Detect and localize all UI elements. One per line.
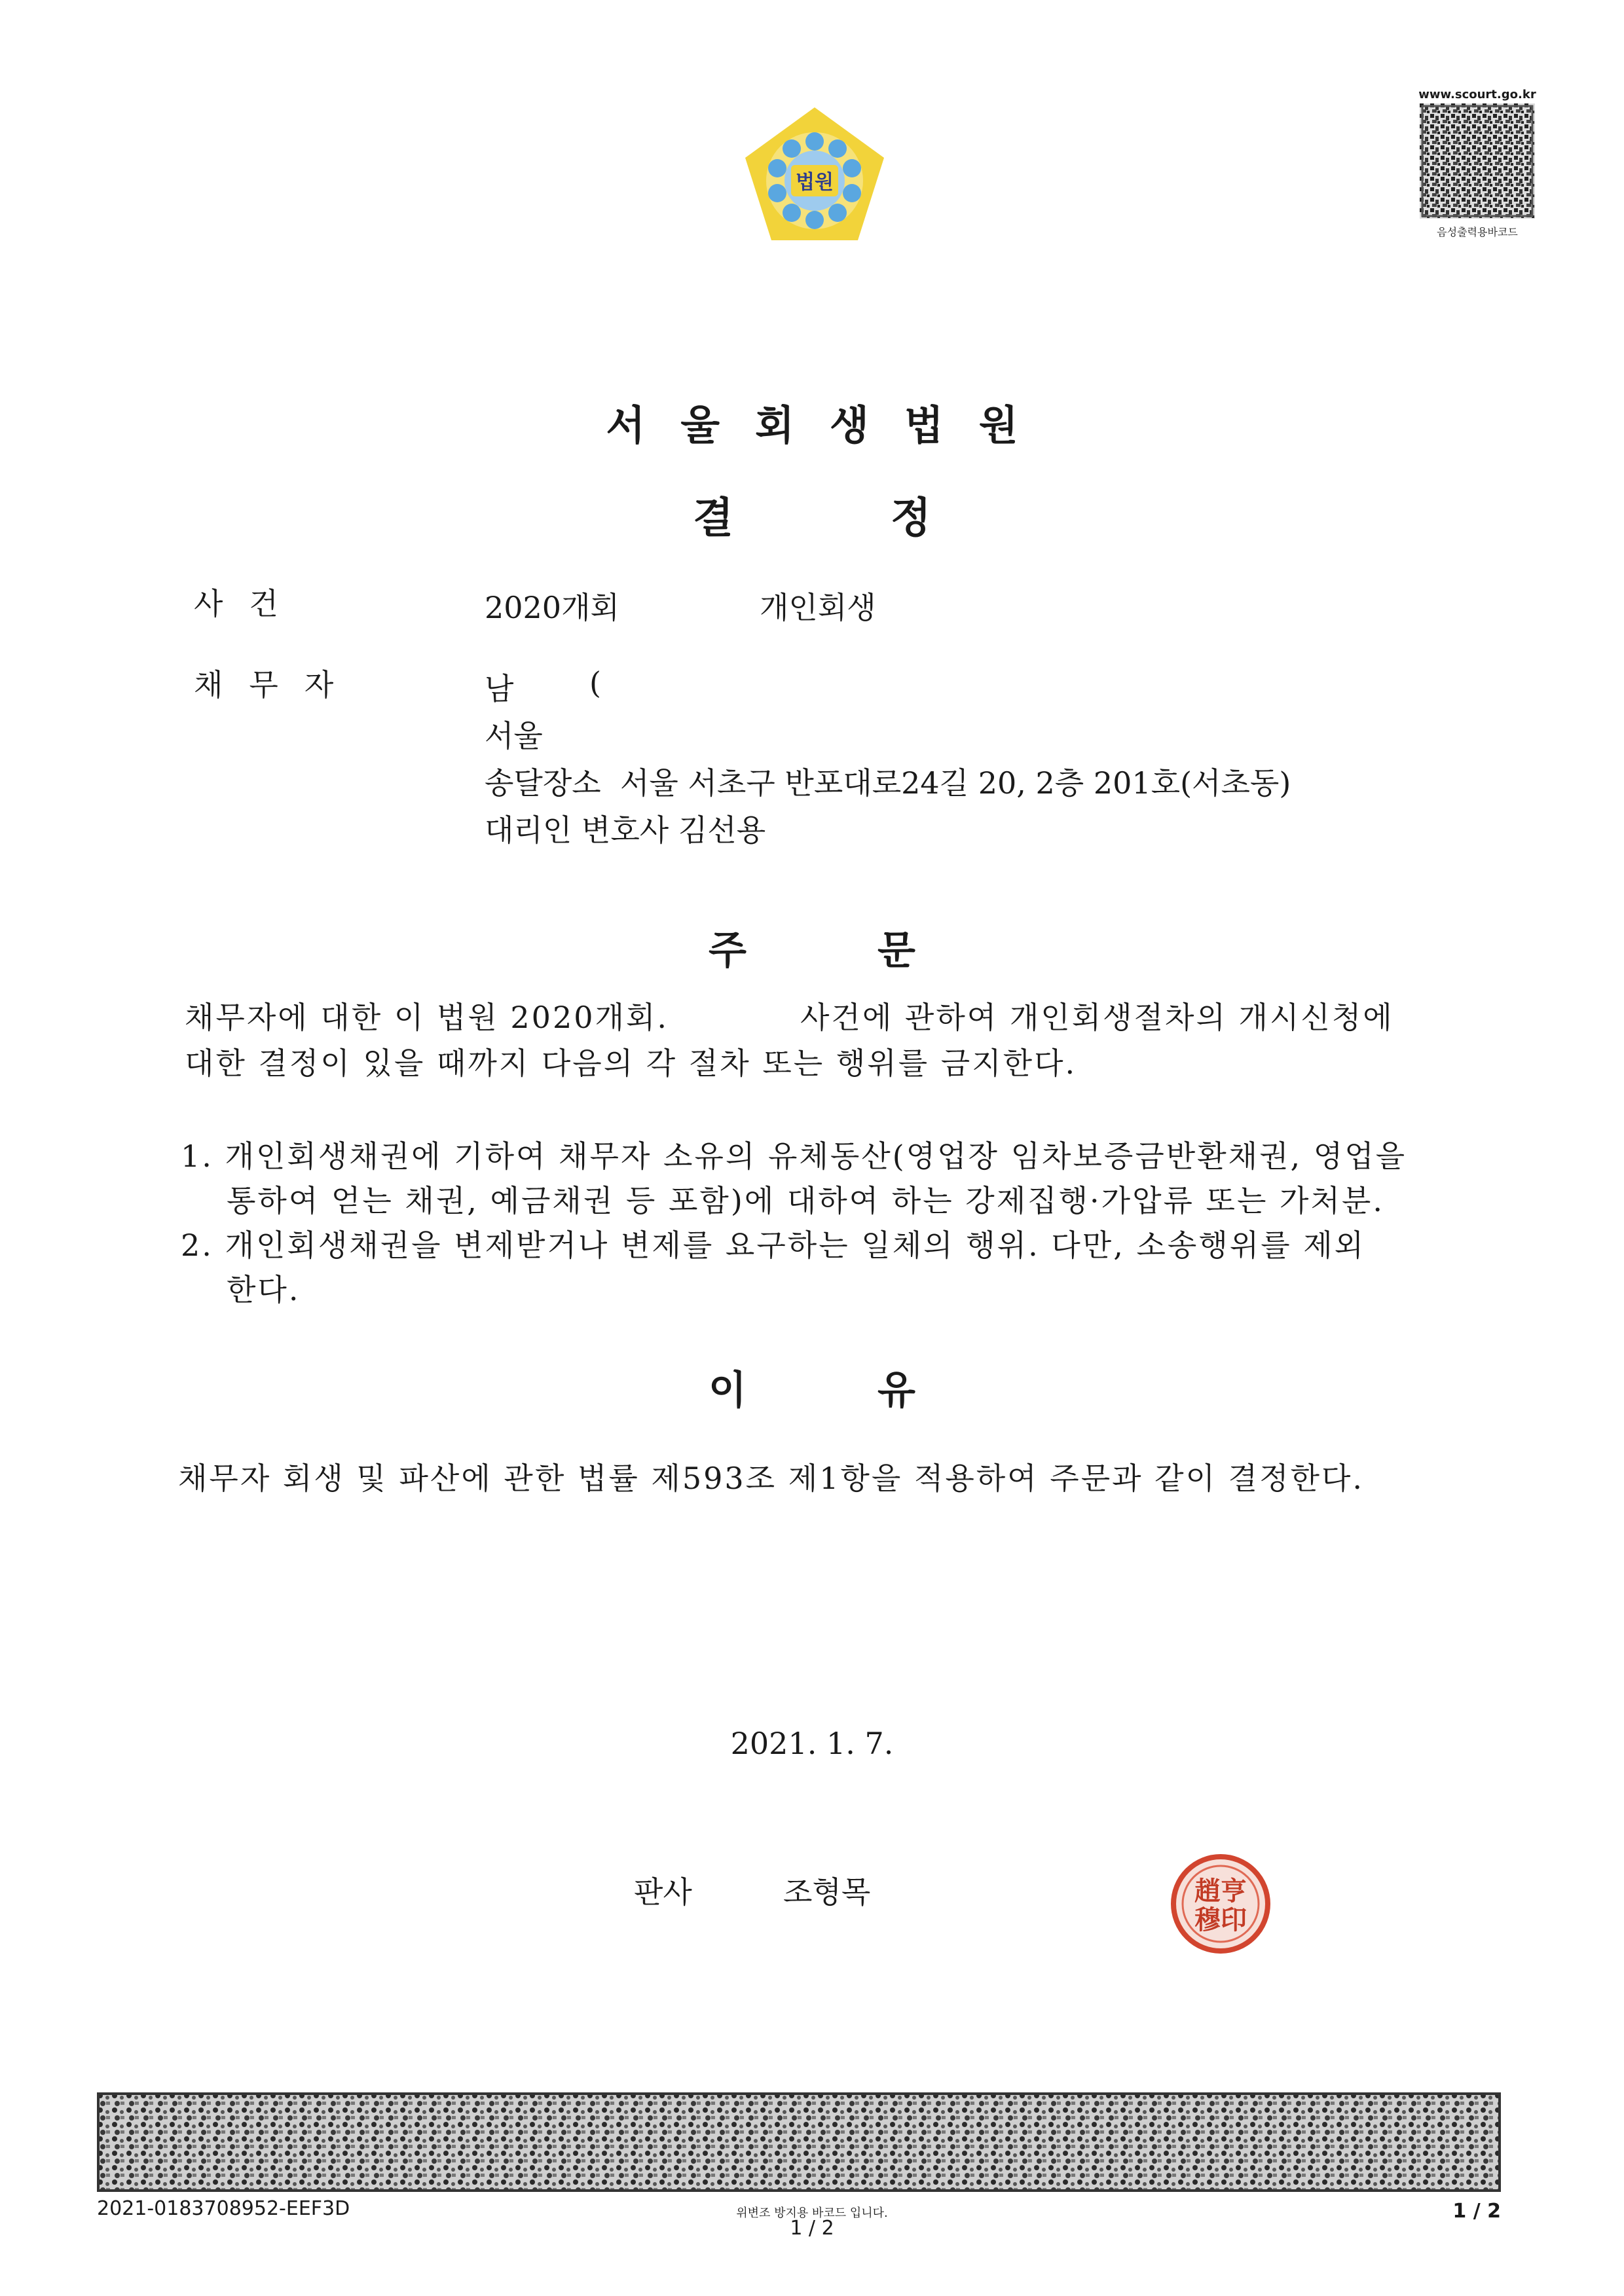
order-item-2-line-1: 2. 개인회생채권을 변제받거나 변제를 요구하는 일체의 행위. 다만, 소송행위를 제외 [181,1228,1366,1263]
document-id: 2021-0183708952-EEF3D [97,2197,350,2220]
judge-title: 판사 [634,1874,692,1910]
judge-seal [1168,1851,1273,1956]
judge-name: 조형목 [783,1874,871,1910]
order-item-1-line-1: 1. 개인회생채권에 기하여 채무자 소유의 유체동산(영업장 임차보증금반환채권, 영업을 [181,1139,1407,1174]
case-label: 사건 [194,586,304,621]
qr-caption: 음성출력용바코드 [1437,226,1518,238]
qr-url-text: www.scourt.go.kr [1418,88,1536,101]
order-line-1a: 채무자에 대한 이 법원 2020개회. [185,1000,669,1035]
decision-date: 2021. 1. 7. [730,1726,894,1761]
anti-forgery-barcode [97,2092,1501,2192]
page-number-right: 1 / 2 [1452,2200,1501,2223]
svg-text:穆印: 穆印 [1194,1904,1247,1935]
court-emblem-text: 법원 [796,171,834,194]
court-name: 서울회생법원 [606,401,1054,449]
reason-title: 이유 [709,1368,1046,1413]
voice-output-barcode [1420,103,1535,219]
order-title: 주문 [709,928,1046,974]
page-number-center: 1 / 2 [790,2217,834,2240]
order-line-2: 대한 결정이 있을 때까지 다음의 각 절차 또는 행위를 금지한다. [185,1046,1077,1081]
case-number: 2020개회 [485,590,619,625]
order-item-2-line-2: 한다. [227,1272,301,1307]
court-emblem-seal [739,105,891,257]
case-type: 개인회생 [760,590,876,625]
order-item-1-line-2: 통하여 얻는 채권, 예금채권 등 포함)에 대하여 하는 강제집행·가압류 또는 가처분. [227,1183,1384,1218]
debtor-label: 채무자 [194,667,360,702]
order-line-1b: 사건에 관하여 개인회생절차의 개시신청에 [800,1000,1394,1035]
agent-lawyer: 대리인 변호사 김선용 [485,812,766,848]
debtor-paren: ( [589,665,601,701]
reason-text: 채무자 회생 및 파산에 관한 법률 제593조 제1항을 적용하여 주문과 같이 결정한다. [178,1461,1365,1496]
svg-text:趙亨: 趙亨 [1194,1876,1247,1906]
barcode-notice: 위변조 방지용 바코드 입니다. [736,2206,888,2220]
debtor-name: 남 [485,671,514,706]
document-title: 결정 [693,494,1088,543]
delivery-address: 송달장소 서울 서초구 반포대로24길 20, 2층 201호(서초동) [485,765,1291,801]
debtor-address: 서울 [485,718,543,754]
